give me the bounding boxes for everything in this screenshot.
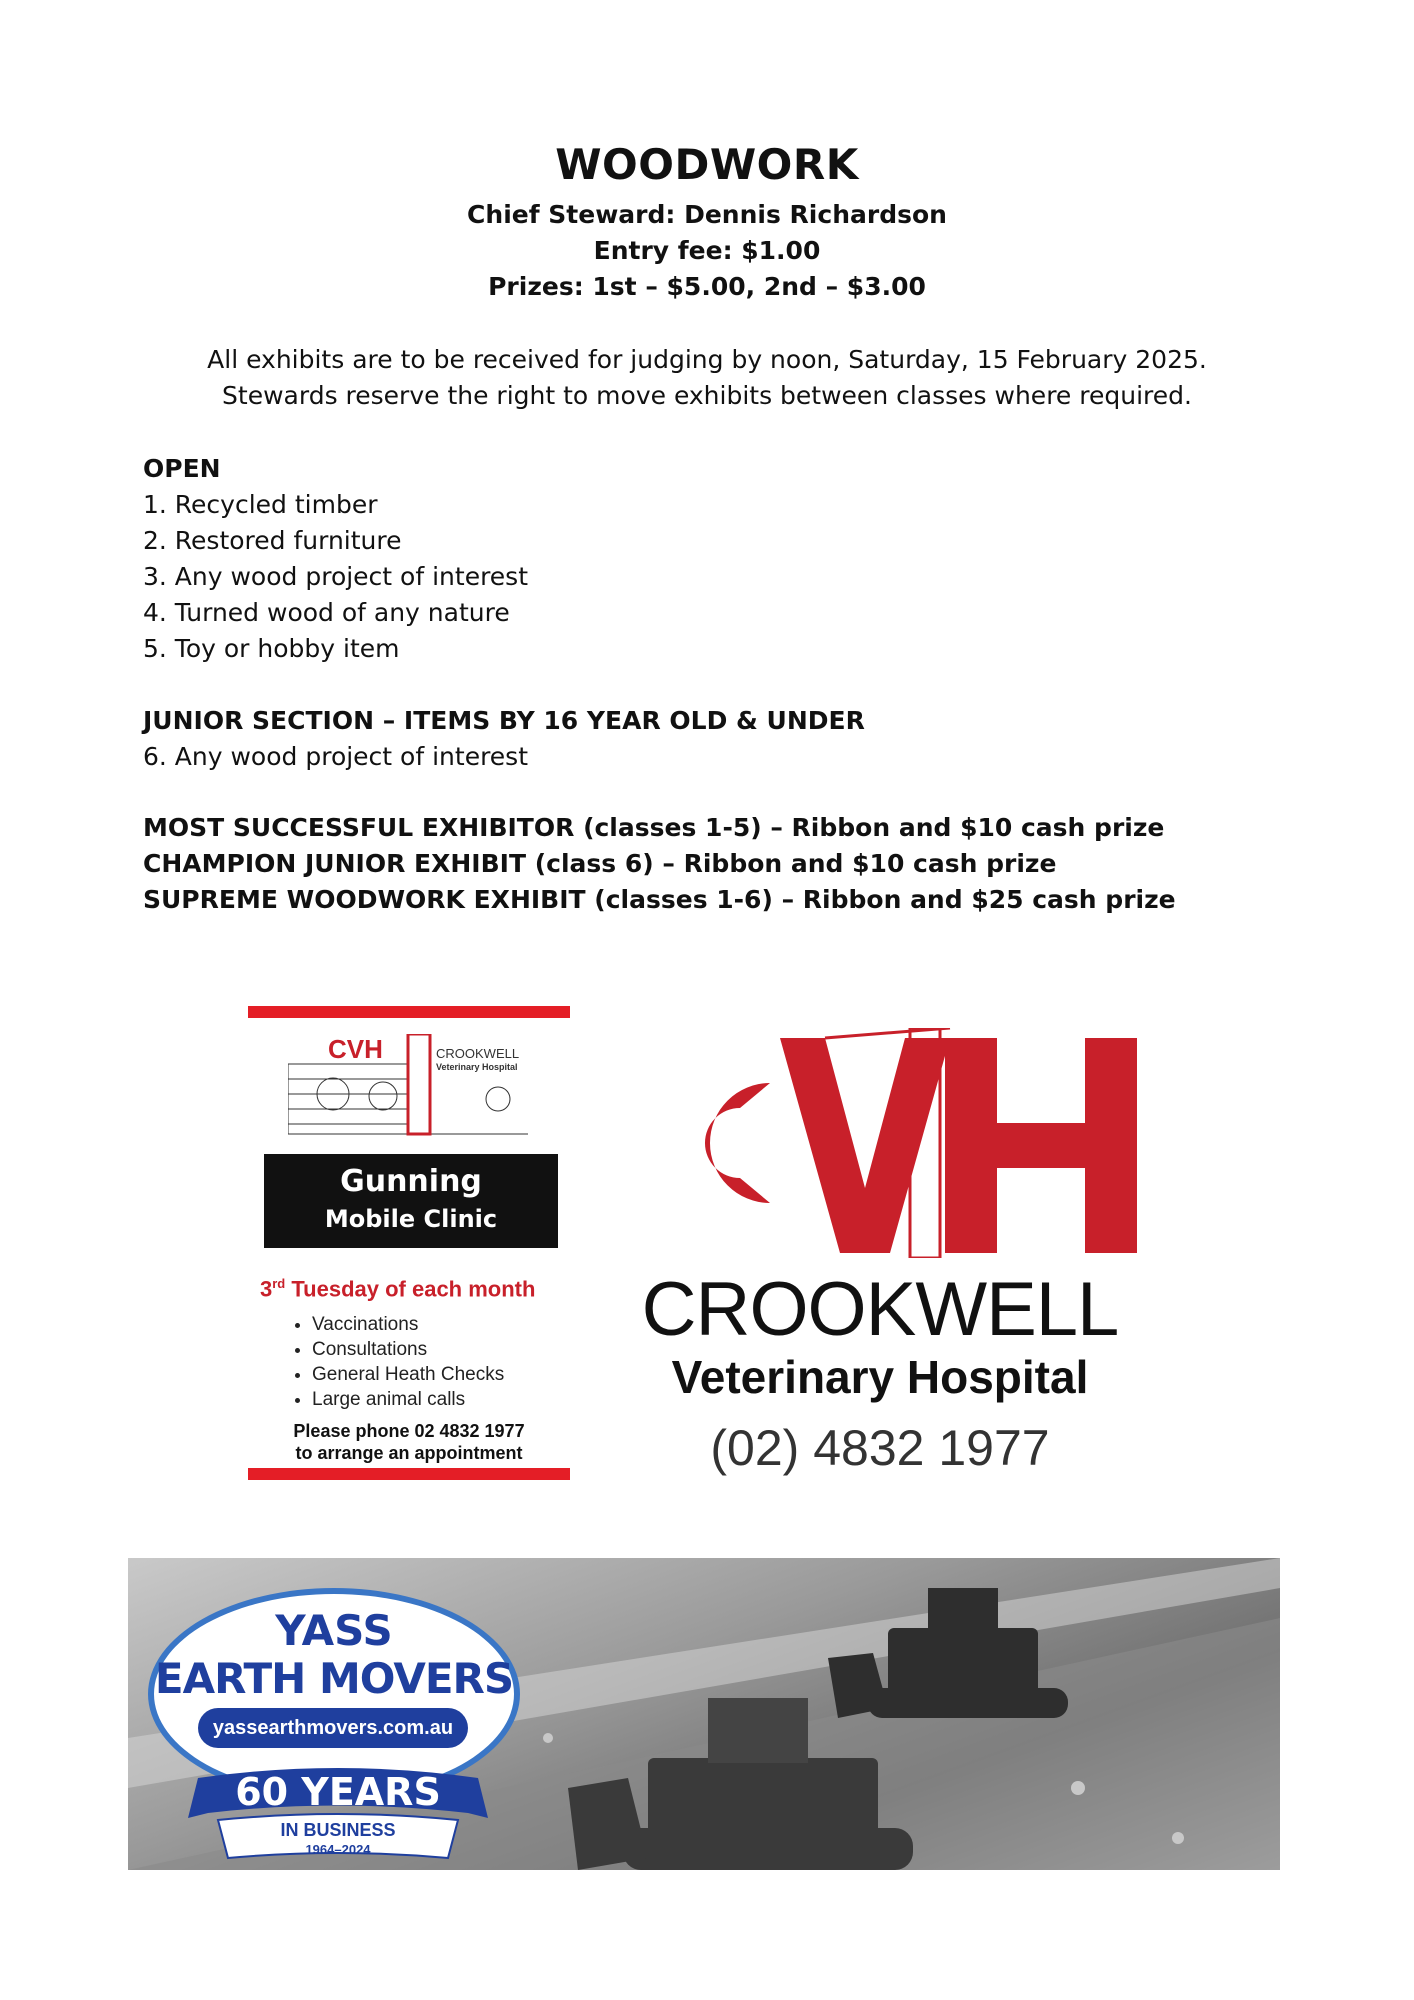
svg-text:CROOKWELL: CROOKWELL	[436, 1046, 520, 1061]
clinic-subtitle: Mobile Clinic	[324, 1205, 498, 1233]
class-item: 6. Any wood project of interest	[143, 742, 529, 771]
phone-line-1: Please phone 02 4832 1977	[293, 1421, 525, 1441]
earthmovers-in-business: IN BUSINESS	[280, 1820, 396, 1840]
earthmovers-name-line-2: EARTH MOVERS	[154, 1654, 514, 1703]
cvh-name: CROOKWELL	[641, 1267, 1119, 1352]
phone-line-2: to arrange an appointment	[295, 1443, 523, 1463]
award-line: MOST SUCCESSFUL EXHIBITOR (classes 1-5) – Ribbon and $10 cash prize	[143, 813, 1165, 842]
cvh-subtitle: Veterinary Hospital	[671, 1351, 1089, 1403]
clinic-title-box	[264, 1154, 558, 1248]
svg-text:Veterinary Hospital: Veterinary Hospital	[436, 1062, 518, 1072]
prizes: Prizes: 1st – $5.00, 2nd – $3.00	[488, 272, 926, 301]
cvh-logo-letters: CVH	[620, 1028, 623, 1029]
stewards-note: Stewards reserve the right to move exhibits between classes where required.	[222, 381, 1192, 410]
earthmovers-name-line-1: YASS	[275, 1606, 393, 1655]
earthmovers-banner	[128, 1558, 1280, 1870]
cvh-phone: (02) 4832 1977	[710, 1420, 1050, 1476]
red-top-bar	[248, 1006, 570, 1018]
award-line: CHAMPION JUNIOR EXHIBIT (class 6) – Ribbon and $10 cash prize	[143, 849, 1057, 878]
earthmovers-url: yassearthmovers.com.au	[198, 1708, 468, 1748]
schedule-text: Tuesday of each month	[285, 1276, 536, 1302]
awards-section	[143, 810, 1176, 918]
red-bottom-bar	[248, 1468, 570, 1480]
hospital-sketch-logo	[288, 1034, 528, 1144]
open-heading: OPEN	[143, 454, 221, 483]
class-item: 3. Any wood project of interest	[143, 562, 529, 591]
clinic-schedule	[260, 1276, 535, 1302]
cvh-logo	[620, 1028, 1140, 1258]
services-list	[268, 1312, 504, 1412]
svg-text:CVH: CVH	[328, 1034, 383, 1064]
judging-note: All exhibits are to be received for judging by noon, Saturday, 15 February 2025.	[207, 345, 1207, 374]
clinic-title: Gunning	[340, 1164, 482, 1199]
class-item: 2. Restored furniture	[143, 526, 402, 555]
clinic-phone-note	[248, 1420, 570, 1464]
earthmovers-year-span: 1964–2024	[305, 1842, 371, 1857]
earthmovers-years: 60 YEARS	[235, 1770, 441, 1814]
open-section	[143, 451, 528, 667]
chief-steward: Chief Steward: Dennis Richardson	[467, 200, 947, 229]
service-item: • Large animal calls	[312, 1387, 504, 1412]
junior-section	[143, 703, 865, 775]
class-item: 5. Toy or hobby item	[143, 634, 400, 663]
vet-clinic-advert	[248, 1006, 570, 1480]
service-item: • Consultations	[312, 1337, 504, 1362]
service-item: • Vaccinations	[312, 1312, 504, 1337]
class-item: 1. Recycled timber	[143, 490, 378, 519]
schedule-ordinal: 3	[260, 1276, 273, 1302]
junior-heading: JUNIOR SECTION – ITEMS BY 16 YEAR OLD & UNDER	[143, 706, 865, 735]
schedule-suffix: rd	[272, 1276, 286, 1291]
service-item: • General Heath Checks	[312, 1362, 504, 1387]
page-title: WOODWORK	[555, 140, 859, 189]
entry-fee: Entry fee: $1.00	[593, 236, 821, 265]
award-line: SUPREME WOODWORK EXHIBIT (classes 1-6) – Ribbon and $25 cash prize	[143, 885, 1176, 914]
class-item: 4. Turned wood of any nature	[143, 598, 510, 627]
